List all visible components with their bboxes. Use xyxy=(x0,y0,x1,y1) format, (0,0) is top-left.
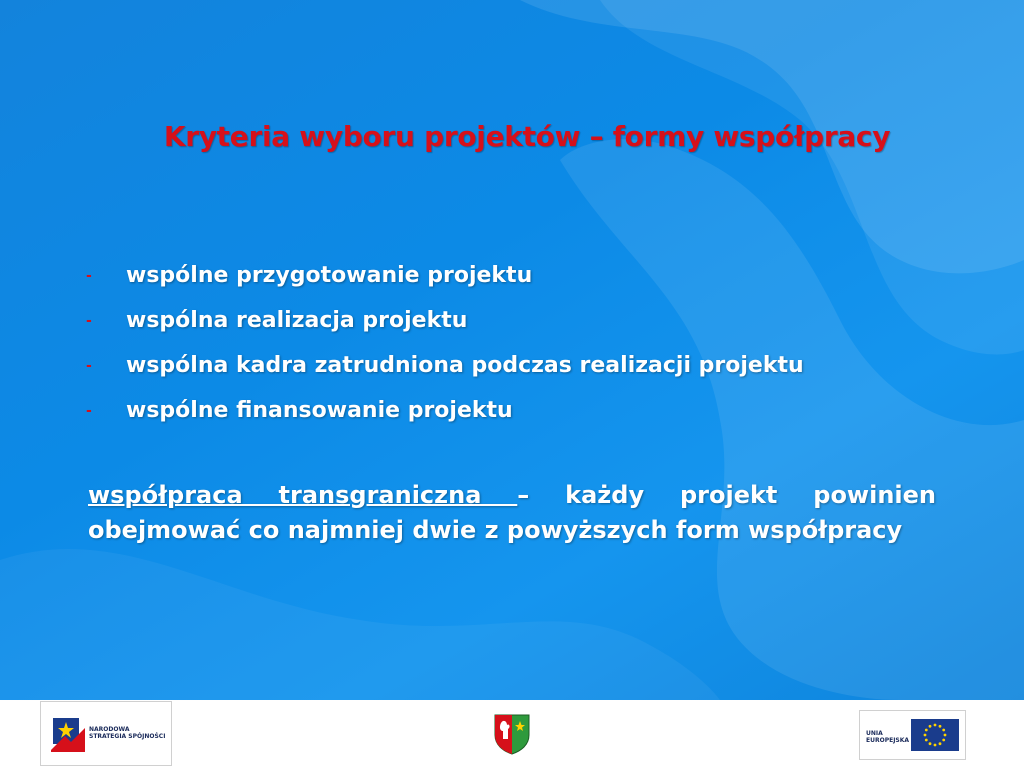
list-item-text: wspólne przygotowanie projektu xyxy=(126,263,533,288)
paragraph-text: – każdy projekt powinien obejmować co najmniej dwie z powyższych form współpracy xyxy=(88,481,937,544)
nss-line-1: NARODOWA xyxy=(89,726,130,733)
eu-logo-text xyxy=(866,730,909,744)
slide-title: Kryteria wyboru projektów – formy współpracy xyxy=(163,120,891,153)
nss-logo-icon xyxy=(49,716,87,754)
summary-paragraph xyxy=(88,478,936,548)
footer-bar xyxy=(0,700,1024,768)
eu-line-1: UNIA xyxy=(866,730,883,737)
bullet-marker: - xyxy=(86,312,92,329)
nss-logo-text xyxy=(89,726,165,740)
eu-flag-icon xyxy=(911,719,959,751)
eu-line-2: EUROPEJSKA xyxy=(866,737,910,744)
coat-of-arms-icon xyxy=(493,713,531,755)
list-item xyxy=(86,388,804,433)
underlined-term: współpraca transgraniczna xyxy=(88,481,518,509)
list-item xyxy=(86,343,804,388)
list-item-text: wspólna kadra zatrudniona podczas realizacji projektu xyxy=(126,353,804,378)
list-item xyxy=(86,253,804,298)
list-item-text: wspólna realizacja projektu xyxy=(126,308,468,333)
list-item xyxy=(86,298,804,343)
eu-logo xyxy=(859,710,966,760)
bullet-marker: - xyxy=(86,267,92,284)
nss-line-2: STRATEGIA SPÓJNOŚCI xyxy=(89,733,166,740)
bullet-marker: - xyxy=(86,357,92,374)
list-item-text: wspólne finansowanie projektu xyxy=(126,398,513,423)
bullet-marker: - xyxy=(86,402,92,419)
nss-logo xyxy=(40,701,172,766)
bullet-list xyxy=(86,253,804,433)
